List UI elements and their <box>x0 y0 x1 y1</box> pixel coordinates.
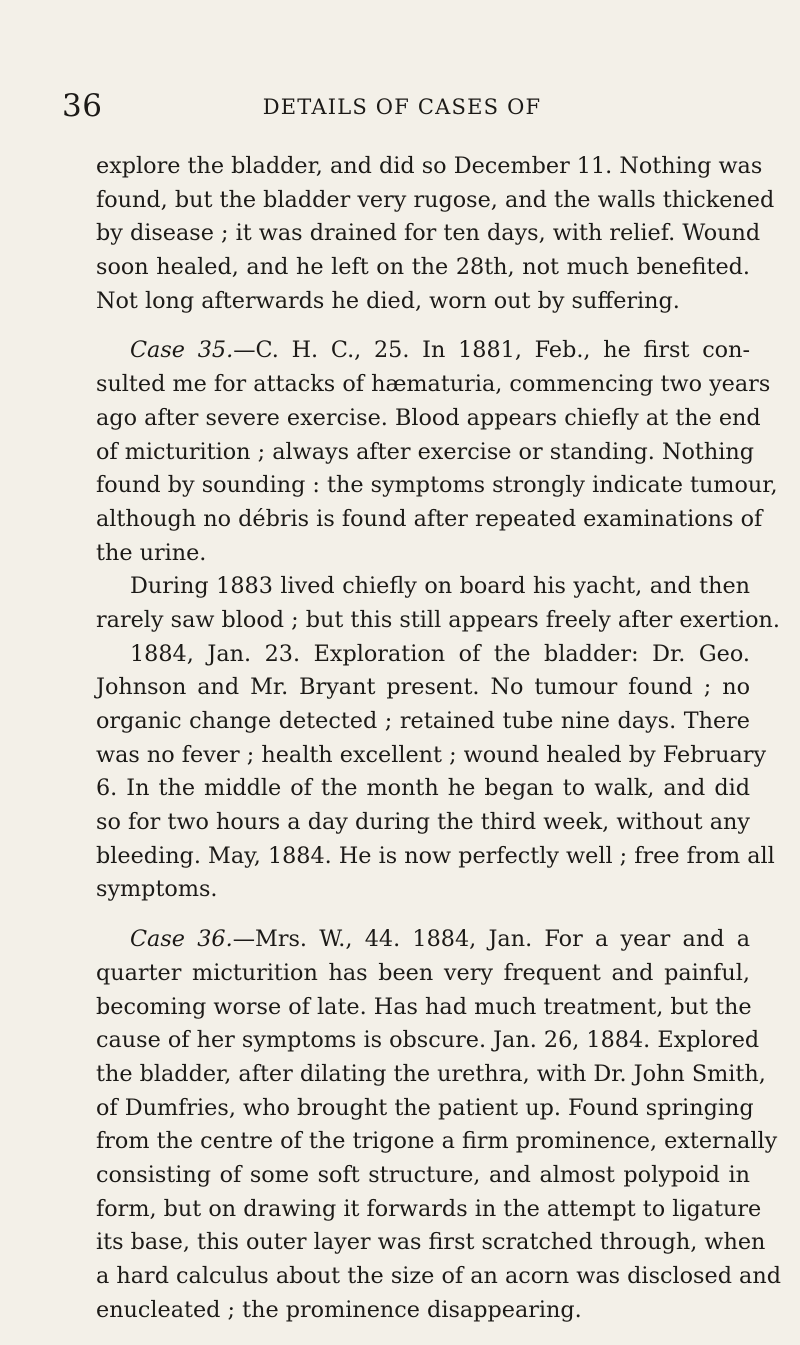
text-line: Case 36.—Mrs. W., 44. 1884, Jan. For a year and a <box>130 926 750 953</box>
text-line: although no débris is found after repeated examinations of <box>96 505 763 532</box>
text-line: consisting of some soft structure, and almost polypoid in <box>96 1161 750 1188</box>
text-line: ago after severe exercise. Blood appears chiefly at the end <box>96 404 761 431</box>
case-heading: Case 36. <box>130 926 233 953</box>
text-line: a hard calculus about the size of an acorn was disclosed and <box>96 1263 781 1289</box>
text-line: sulted me for attacks of hæmaturia, commencing two years <box>96 371 771 398</box>
body-text <box>96 150 781 1327</box>
text-line: 6. In the middle of the month he began to walk, and did <box>96 775 750 802</box>
text-line: was no fever ; health excellent ; wound healed by February <box>96 741 767 768</box>
text-line: soon healed, and he left on the 28th, not much benefited. <box>96 254 750 281</box>
text-line: of micturition ; always after exercise or standing. Nothing <box>96 438 754 465</box>
paragraph-gap <box>96 907 750 923</box>
page-number: 36 <box>62 88 103 124</box>
text-line: its base, this outer layer was first scratched through, when <box>96 1229 766 1256</box>
text-line: 1884, Jan. 23. Exploration of the bladder: Dr. Geo. <box>130 640 750 667</box>
text-line: explore the bladder, and did so December 11. Nothing was <box>96 153 763 179</box>
text-line: quarter micturition has been very frequent and painful, <box>96 959 750 986</box>
text-line: symptoms. <box>96 876 218 903</box>
text-line: from the centre of the trigone a firm prominence, externally <box>96 1128 778 1155</box>
running-head <box>62 86 722 126</box>
text-line: so for two hours a day during the third week, without any <box>96 809 750 836</box>
text-line: Not long afterwards he died, worn out by suffering. <box>96 287 680 314</box>
running-title: DETAILS OF CASES OF <box>262 95 542 119</box>
text-line: enucleated ; the prominence disappearing. <box>96 1296 582 1323</box>
text-line: Johnson and Mr. Bryant present. No tumour found ; no <box>96 674 750 701</box>
text-line: Case 35.—C. H. C., 25. In 1881, Feb., he first con- <box>130 337 750 364</box>
text-line: found by sounding : the symptoms strongly indicate tumour, <box>96 472 778 499</box>
text-line: organic change detected ; retained tube nine days. There <box>96 708 750 734</box>
text-line: by disease ; it was drained for ten days, with relief. Wound <box>96 220 761 247</box>
text-line: cause of her symptoms is obscure. Jan. 26, 1884. Explored <box>96 1027 760 1054</box>
text-line: During 1883 lived chiefly on board his yacht, and then <box>130 573 750 600</box>
case-heading: Case 35. <box>130 337 234 364</box>
text-line: bleeding. May, 1884. He is now perfectly well ; free from all <box>96 842 775 869</box>
text-line: rarely saw blood ; but this still appears freely after exertion. <box>96 606 780 633</box>
text-line: the bladder, after dilating the urethra, with Dr. John Smith, <box>96 1060 766 1087</box>
text-line: found, but the bladder very rugose, and the walls thickened <box>96 186 775 213</box>
text-line: becoming worse of late. Has had much treatment, but the <box>96 993 752 1020</box>
text-line: the urine. <box>96 539 207 566</box>
text-line: form, but on drawing it forwards in the attempt to ligature <box>96 1195 762 1222</box>
paragraph-gap <box>96 318 750 334</box>
text-line: of Dumfries, who brought the patient up. Found springing <box>96 1094 754 1121</box>
